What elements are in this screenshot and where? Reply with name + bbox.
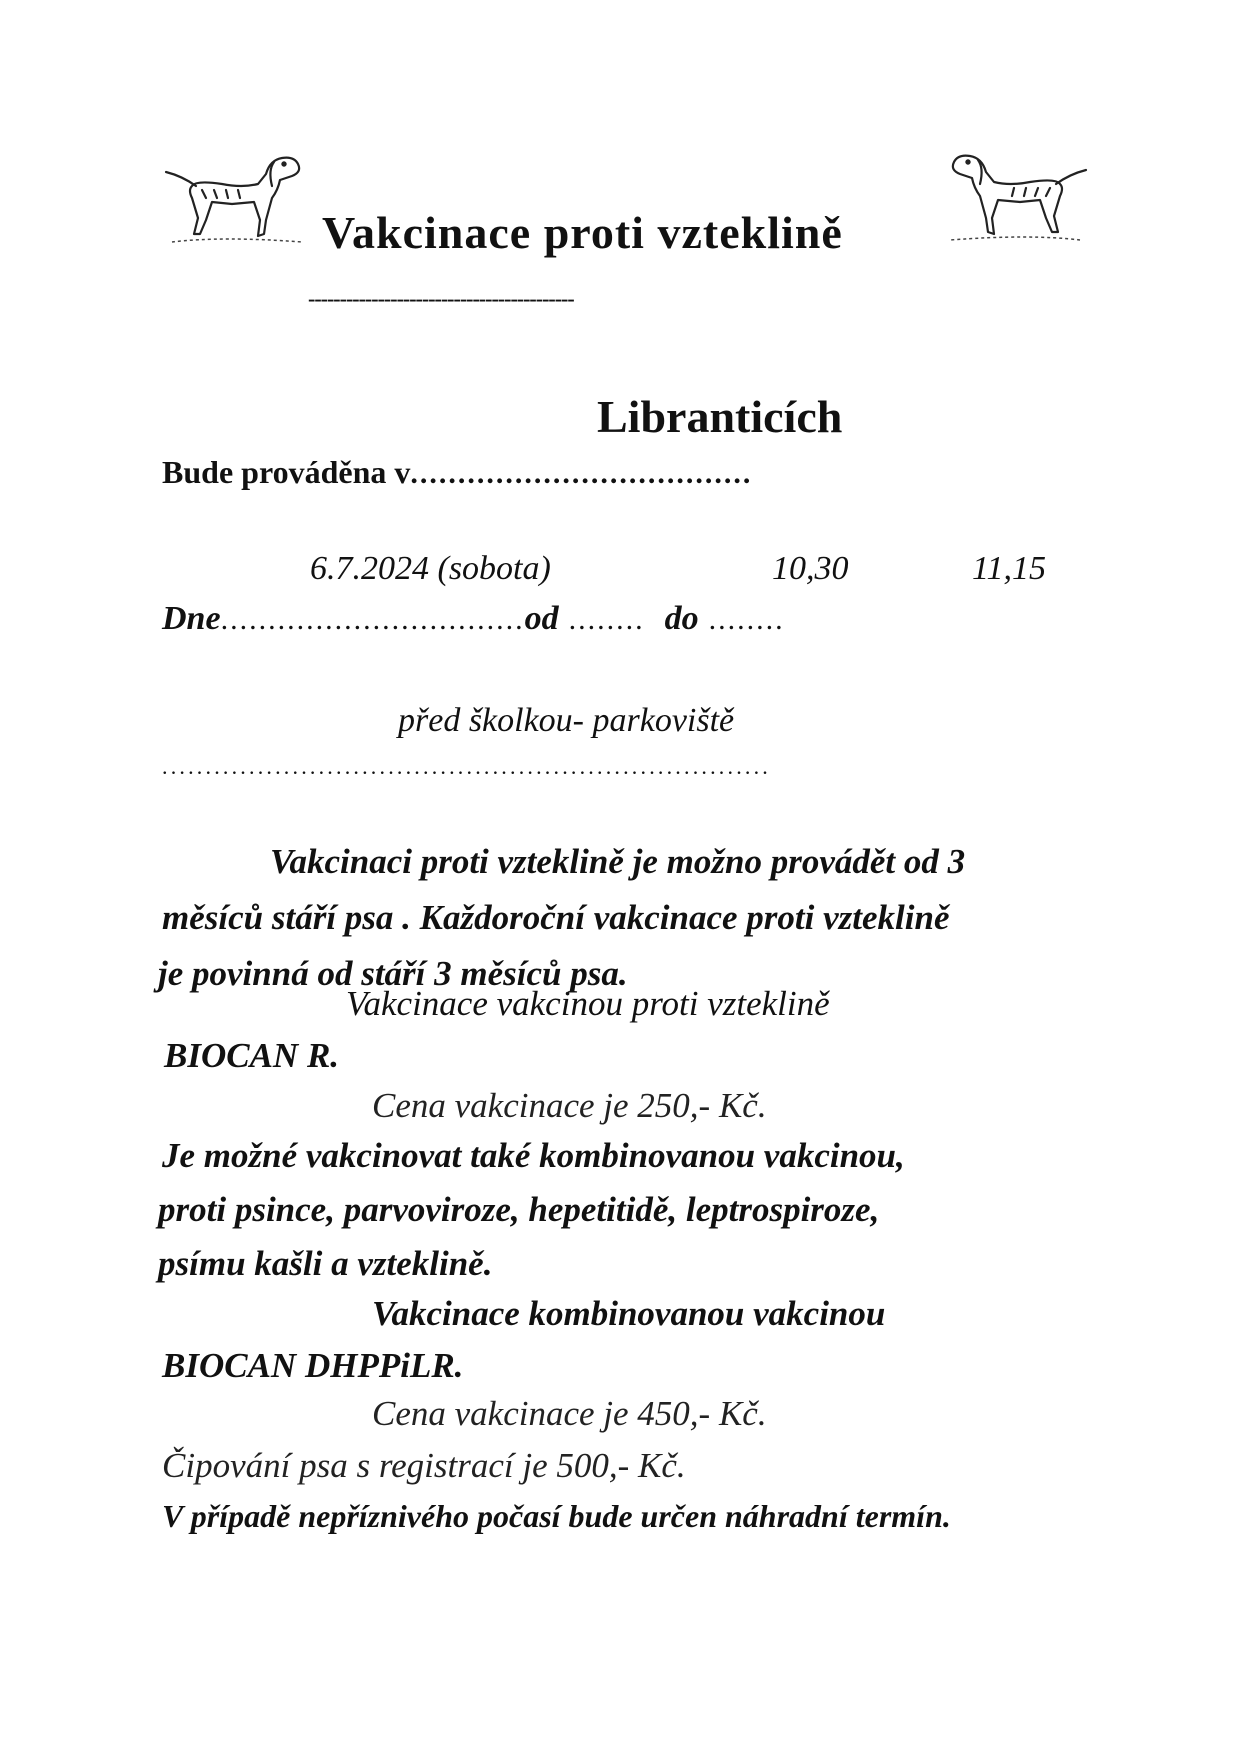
- time-from-value: 10,30: [772, 550, 849, 587]
- price-line: Cena vakcinace je 450,- Kč.: [372, 1394, 767, 1433]
- date-value: 6.7.2024 (sobota): [310, 550, 551, 587]
- title-underline: ------------------------------------------: [308, 286, 574, 311]
- info-line: Vakcinace kombinovanou vakcinou: [372, 1294, 886, 1333]
- schedule-line: [162, 600, 785, 638]
- info-line: proti psince, parvoviroze, hepetitidě, leptrospiroze,: [158, 1190, 880, 1229]
- venue-text: před školkou- parkoviště: [398, 702, 735, 739]
- vaccine-name: BIOCAN R.: [164, 1036, 340, 1075]
- location-label-text: Bude prováděna v: [162, 454, 411, 490]
- location-dots: ....................................: [410, 457, 753, 490]
- dots-to: ........: [708, 603, 785, 636]
- dots-from: ........: [568, 603, 645, 636]
- info-line: Vakcinace vakcinou proti vzteklině: [346, 984, 830, 1023]
- chip-price-line: Čipování psa s registrací je 500,- Kč.: [162, 1446, 686, 1485]
- info-line: měsíců stáří psa . Každoroční vakcinace proti vzteklině: [162, 898, 950, 937]
- place-name: Libranticích: [597, 391, 843, 442]
- label-to: do: [664, 600, 699, 637]
- time-to-value: 11,15: [972, 550, 1046, 587]
- vaccine-name: BIOCAN DHPPiLR.: [162, 1346, 464, 1385]
- venue-dots: ......................................................................: [162, 754, 771, 779]
- dachshund-icon: [162, 150, 312, 250]
- label-day: Dne: [162, 600, 221, 637]
- dachshund-icon: [925, 148, 1105, 248]
- page-title: Vakcinace proti vzteklině: [322, 207, 843, 258]
- weather-note: V případě nepříznivého počasí bude určen náhradní termín.: [162, 1498, 951, 1534]
- info-line: Vakcinaci proti vzteklině je možno provádět od 3: [270, 842, 966, 881]
- label-from: od: [524, 600, 559, 637]
- location-label: [162, 454, 752, 491]
- price-line: Cena vakcinace je 250,- Kč.: [372, 1086, 767, 1125]
- info-line: psímu kašli a vzteklině.: [158, 1244, 493, 1283]
- dots-day: ................................: [220, 603, 525, 636]
- info-line: Je možné vakcinovat také kombinovanou vakcinou,: [162, 1136, 905, 1175]
- info-line: je povinná od stáří 3 měsíců psa.: [158, 954, 628, 993]
